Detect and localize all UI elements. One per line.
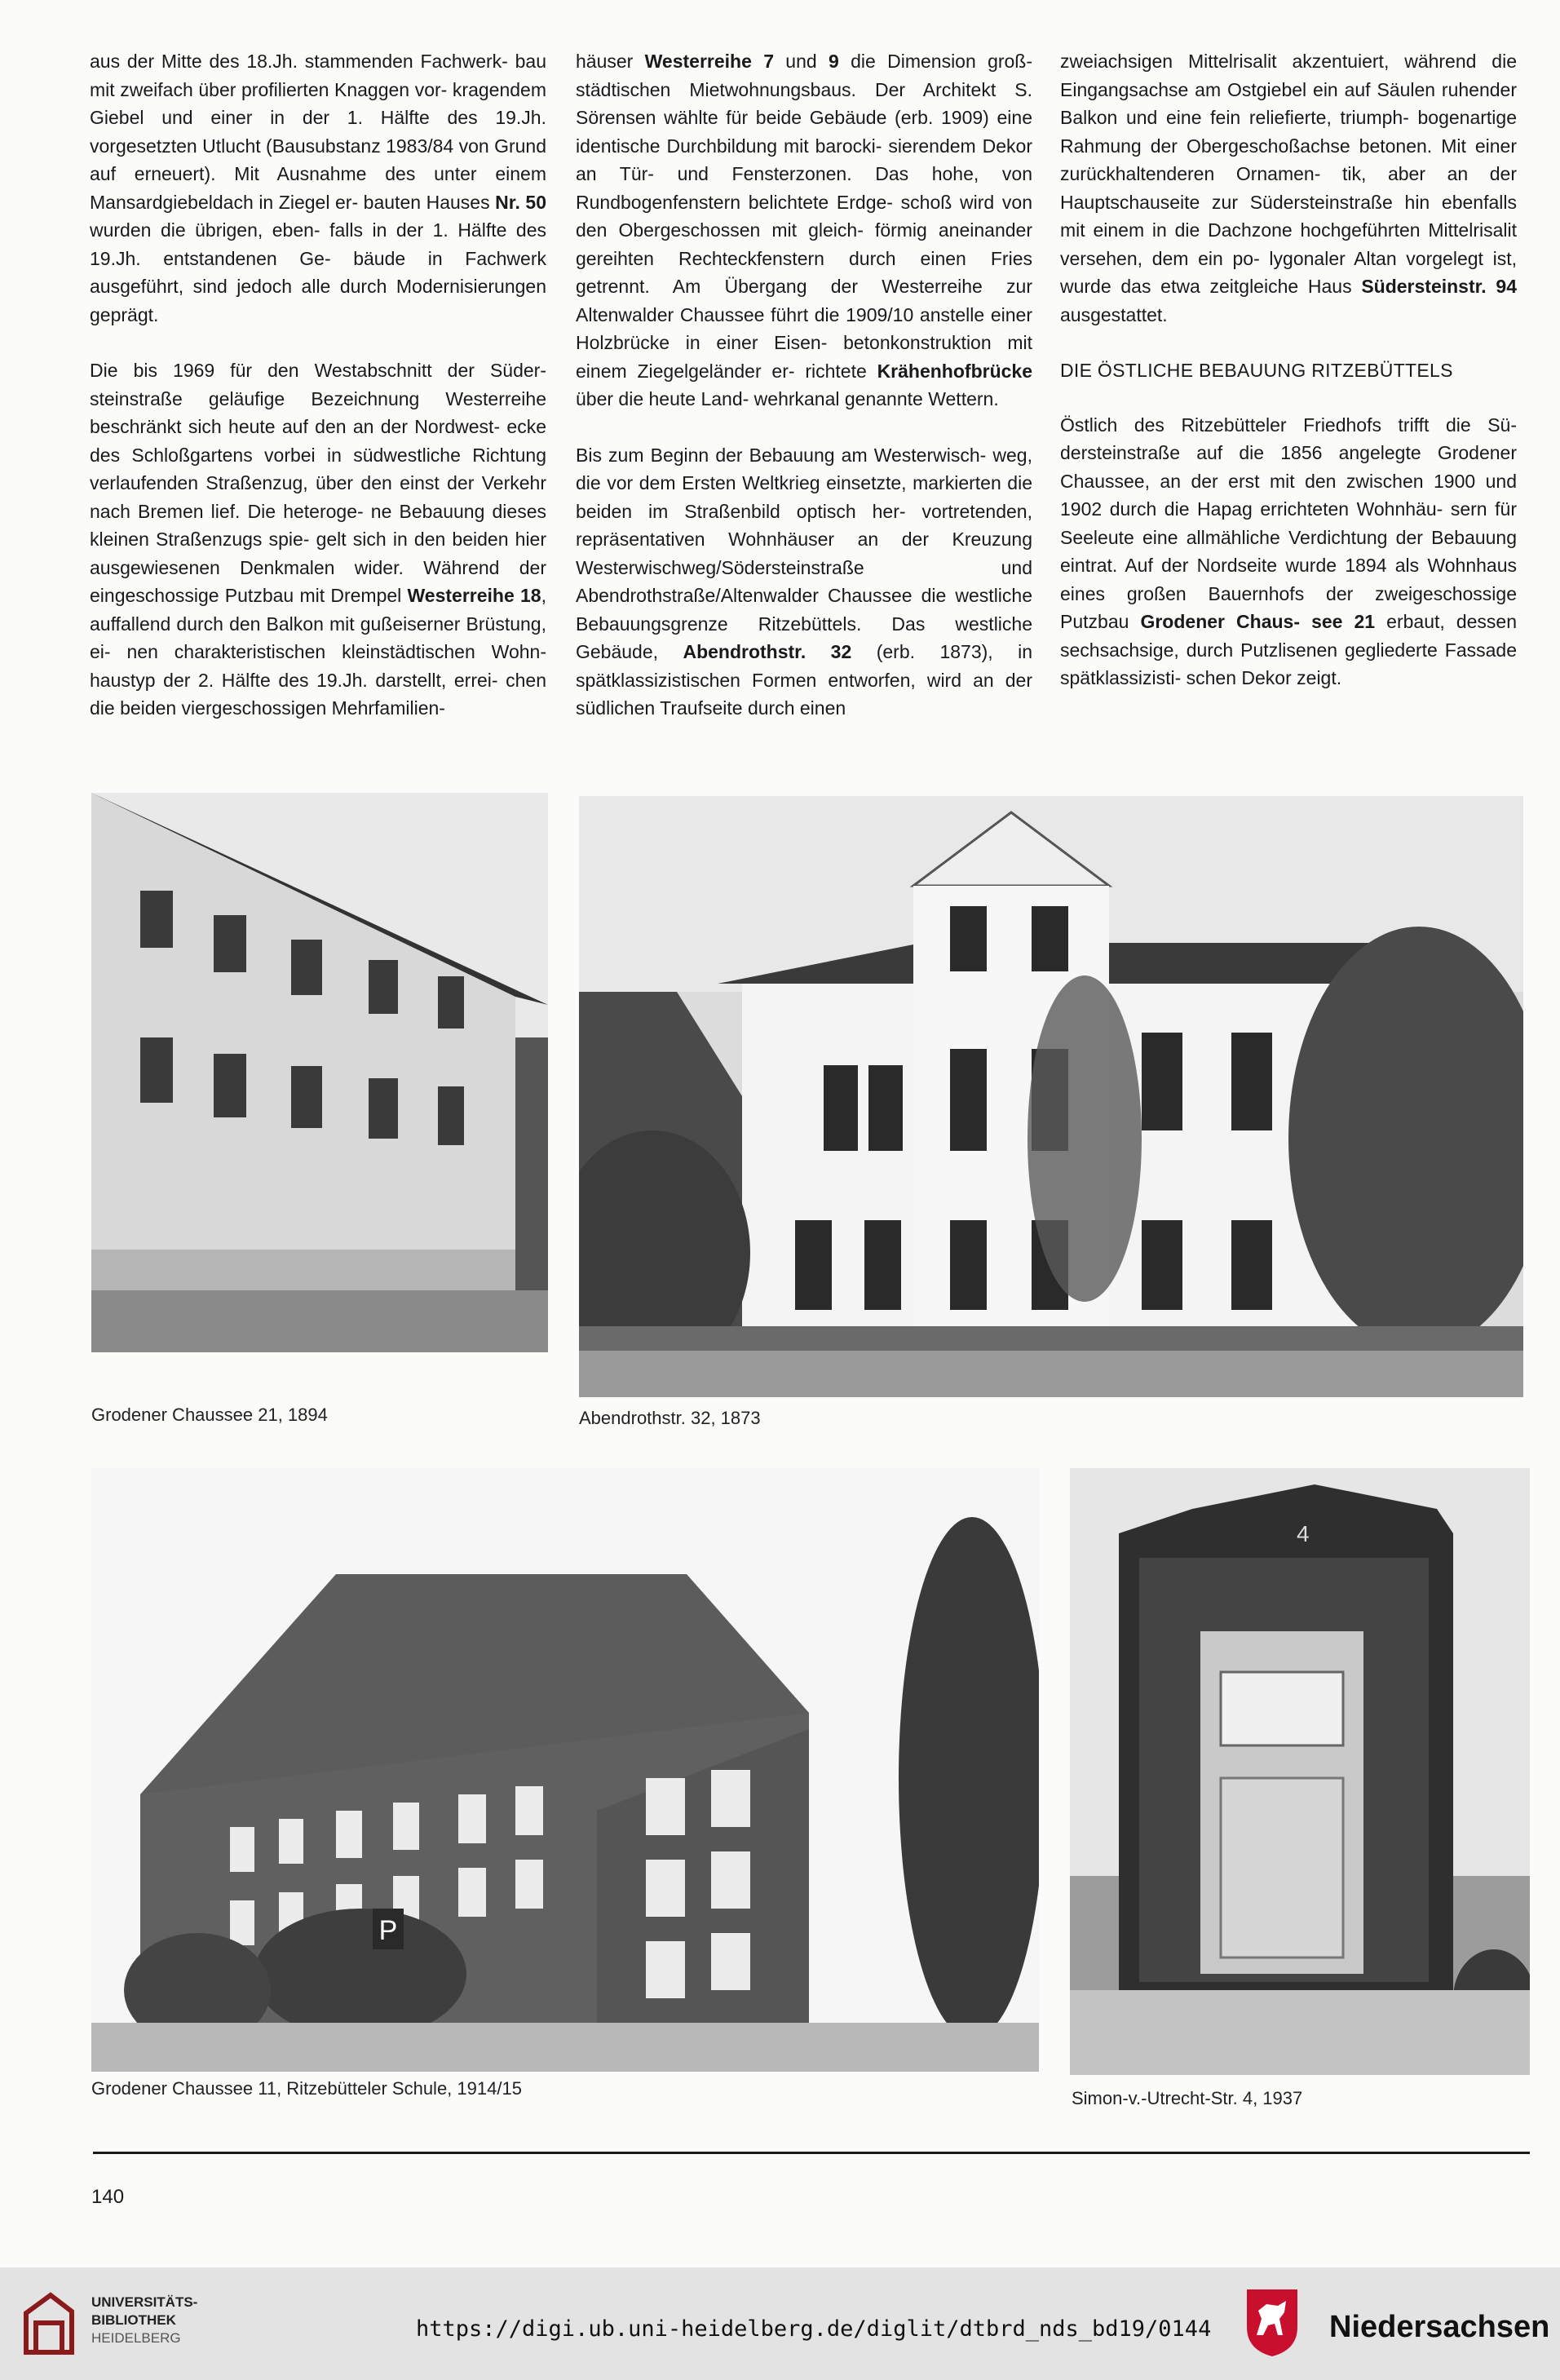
page-number: 140 <box>91 2186 125 2208</box>
building-reference: Westerreihe 18 <box>407 585 541 606</box>
photo-grodener-chaussee-11 <box>91 1468 1039 2072</box>
paragraph: Östlich des Ritzebütteler Friedhofs trifft die Sü- dersteinstraße auf die 1856 angelegte Grodener Chaussee, an der erst mit den zwischen 1900 und 1902 durch die Hapag errichteten Wohnhäu- sern für Seeleute eine allmähliche Verdichtung der Bebauung eintrat. Auf der Nordseite wurde 1894 als Wohnhaus eines großen Bauernhofs der zweigeschossige Putzbau Grodener Chaus- see 21 erbaut, dessen sechsachsige, durch Putzlisenen gegliederte Fassade spätklassizisti- schen Dekor zeigt. <box>1060 414 1517 688</box>
photo-simon-v-utrecht-str-4 <box>1070 1468 1530 2075</box>
building-reference: Abendrothstr. 32 <box>683 641 852 662</box>
photo-caption: Grodener Chaussee 21, 1894 <box>91 1405 328 1425</box>
building-reference: Grodener Chaus- see 21 <box>1140 611 1376 632</box>
building-reference: Nr. 50 <box>495 191 547 213</box>
university-library-name: UNIVERSITÄTS- BIBLIOTHEK HEIDELBERG <box>91 2294 198 2346</box>
photo-caption: Simon-v.-Utrecht-Str. 4, 1937 <box>1072 2088 1303 2108</box>
text-column-2 <box>576 47 1032 750</box>
photo-caption: Grodener Chaussee 11, Ritzebütteler Schule, 1914/15 <box>91 2078 522 2099</box>
building-reference: Krähenhofbrücke <box>877 360 1032 382</box>
paragraph: aus der Mitte des 18.Jh. stammenden Fachwerk- bau mit zweifach über profilierten Knaggen vor- kragendem Giebel und einer in der 1. Hälfte des 19.Jh. vorgesetzten Utlucht (Bausubstanz 1983/84 von Grund auf erneuert). Mit Ausnahme des unter einem Mansardgiebeldach in Ziegel er- bauten Hauses Nr. 50 wurden die übrigen, eben- falls in der 1. Hälfte des 19.Jh. entstandenen Ge- bäude in Fachwerk ausgeführt, sind jedoch alle durch Modernisierungen geprägt. <box>90 51 547 325</box>
footer-divider <box>93 2152 1530 2154</box>
parking-sign: P <box>378 1915 398 1946</box>
university-library-logo-icon <box>18 2289 80 2359</box>
paragraph: zweiachsigen Mittelrisalit akzentuiert, während die Eingangsachse am Ostgiebel ein auf Säulen ruhender Balkon und eine fein reliefierte, triumph- bogenartige Rahmung der Obergeschoßachse betonen. Mit einer zurückhaltenderen Ornamen- tik, aber an der Hauptschauseite zur Südersteinstraße hin ebenfalls mit einem in die Dachzone hochgeführten Mittelrisalit versehen, dem ein po- lygonaler Altan vorgelegt ist, wurde das etwa zeitgleiche Haus Südersteinstr. 94 ausgestattet. <box>1060 51 1518 325</box>
photo-abendrothstr-32 <box>579 796 1523 1397</box>
building-reference: Südersteinstr. 94 <box>1361 276 1518 297</box>
state-name: Niedersachsen <box>1329 2310 1550 2344</box>
section-heading: DIE ÖSTLICHE BEBAUUNG RITZEBÜTTELS <box>1060 360 1453 381</box>
paragraph: Die bis 1969 für den Westabschnitt der Süder- steinstraße geläufige Bezeichnung Westerreihe beschränkt sich heute auf den an der Nordwest- ecke des Schloßgartens vorbei in südwestliche Richtung verlaufenden Straßenzug, über den einst der Verkehr nach Bremen lief. Die heteroge- ne Bebauung dieses kleinen Straßenzugs spie- gelt sich in den beiden hier ausgewiesenen Denkmalen wider. Während der eingeschossige Putzbau mit Drempel Westerreihe 18, auffallend durch den Balkon mit gußeiserner Brüstung, ei- nen charakteristischen kleinstädtischen Wohn- haustyp der 2. Hälfte des 19.Jh. darstellt, errei- chen die beiden viergeschossigen Mehrfamilien- <box>90 360 546 719</box>
building-reference: 9 <box>829 51 839 72</box>
text-column-1 <box>90 47 546 750</box>
text-column-3 <box>1060 47 1517 720</box>
door-number: 4 <box>1297 1521 1310 1546</box>
niedersachsen-coat-of-arms-icon <box>1244 2286 1301 2358</box>
photo-grodener-chaussee-21 <box>91 793 548 1352</box>
document-url[interactable]: https://digi.ub.uni-heidelberg.de/diglit/dtbrd_nds_bd19/0144 <box>416 2316 1212 2342</box>
building-reference: Westerreihe 7 <box>644 51 774 72</box>
photo-caption: Abendrothstr. 32, 1873 <box>579 1408 761 1428</box>
paragraph: häuser Westerreihe 7 und 9 die Dimension groß- städtischen Mietwohnungsbaus. Der Architekt S. Sörensen wählte für beide Gebäude (erb. 1909) eine identische Durchbildung mit barocki- sierendem Dekor an Tür- und Fensterzonen. Das hohe, von Rundbogenfenstern belichtete Erdge- schoß wird von den Obergeschossen mit gleich- förmig aneinander gereihten Rechteckfenstern durch einen Fries getrennt. Am Übergang der Westerreihe zur Altenwalder Chaussee führt die 1909/10 anstelle einer Holzbrücke in einer Eisen- betonkonstruktion mit einem Ziegelgeländer er- richtete Krähenhofbrücke über die heute Land- wehrkanal genannte Wettern. <box>576 51 1033 409</box>
paragraph: Bis zum Beginn der Bebauung am Westerwisch- weg, die vor dem Ersten Weltkrieg einsetzte, markierten die beiden im Straßenbild optisch her- vortretenden, repräsentativen Wohnhäuser an der Kreuzung Westerwischweg/Södersteinstraße und Abendrothstraße/Altenwalder Chaussee die westliche Bebauungsgrenze Ritzebüttels. Das westliche Gebäude, Abendrothstr. 32 (erb. 1873), in spätklassizistischen Formen entworfen, wird an der südlichen Traufseite durch einen <box>576 444 1032 719</box>
